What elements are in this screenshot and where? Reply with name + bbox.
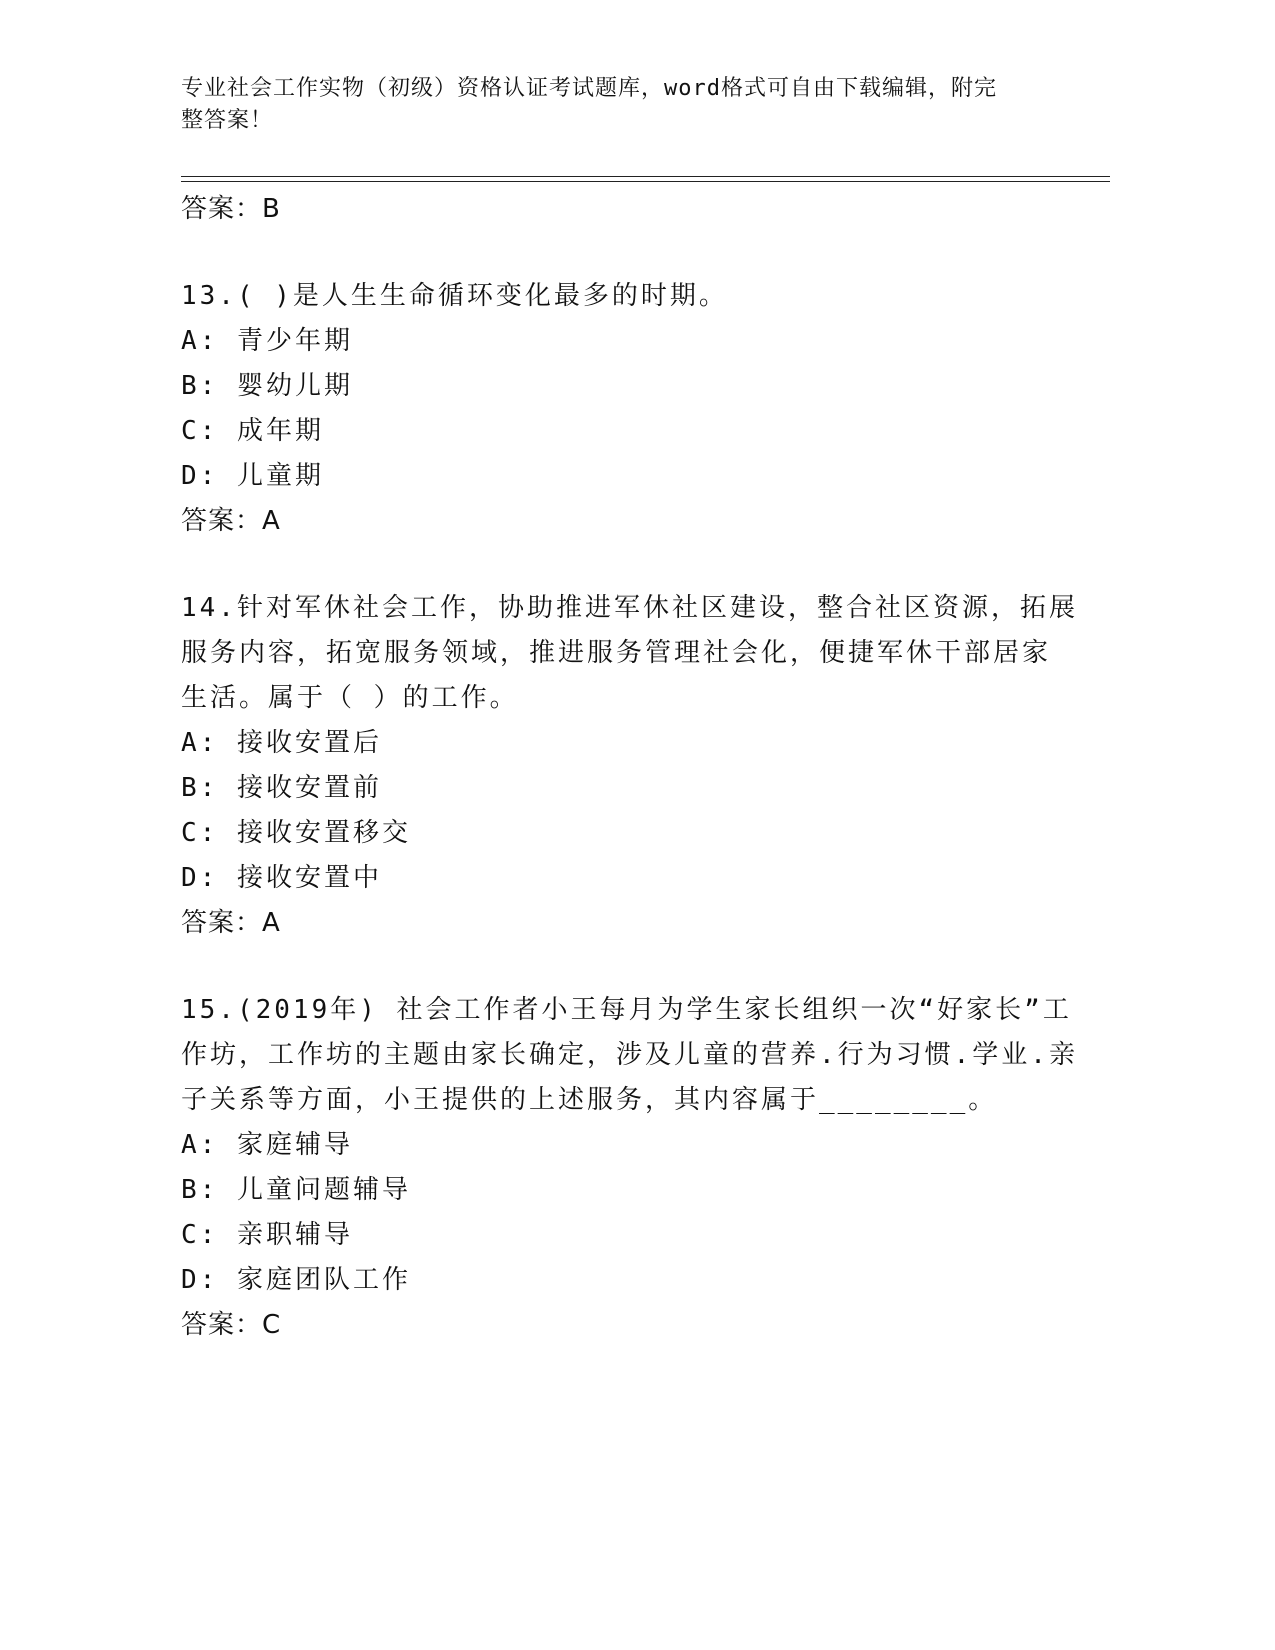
- header-rule-bottom: [181, 181, 1110, 182]
- option-a: A: 接收安置后: [181, 728, 382, 758]
- previous-answer: 答案：B: [181, 194, 281, 224]
- answer: 答案：A: [181, 908, 281, 938]
- option-b: B: 儿童问题辅导: [181, 1175, 411, 1205]
- header-line-1: 专业社会工作实物（初级）资格认证考试题库，word格式可自由下载编辑，附完: [181, 76, 997, 101]
- question-stem-line-1: 14.针对军休社会工作，协助推进军休社区建设，整合社区资源，拓展: [181, 593, 1078, 623]
- question-stem-line-2: 服务内容，拓宽服务领域，推进服务管理社会化，便捷军休干部居家: [181, 638, 1052, 668]
- question-stem: 13.( )是人生生命循环变化最多的时期。: [181, 281, 728, 311]
- option-d: D: 儿童期: [181, 461, 324, 491]
- question-14: [181, 586, 1081, 946]
- question-stem-line-3: 生活。属于（ ）的工作。: [181, 683, 519, 713]
- option-b: B: 婴幼儿期: [181, 371, 353, 401]
- answer: 答案：A: [181, 506, 281, 536]
- option-a: A: 家庭辅导: [181, 1130, 353, 1160]
- question-list: [181, 187, 1081, 1348]
- spacer: [181, 946, 1081, 988]
- spacer: [181, 232, 1081, 274]
- option-c: C: 成年期: [181, 416, 324, 446]
- header-rule-top: [181, 176, 1110, 177]
- option-d: D: 接收安置中: [181, 863, 382, 893]
- spacer: [181, 544, 1081, 586]
- option-c: C: 亲职辅导: [181, 1220, 353, 1250]
- option-a: A: 青少年期: [181, 326, 353, 356]
- question-stem-line-2: 作坊，工作坊的主题由家长确定，涉及儿童的营养.行为习惯.学业.亲: [181, 1040, 1078, 1070]
- question-stem-line-1: 15.(2019年) 社会工作者小王每月为学生家长组织一次“好家长”工: [181, 995, 1072, 1025]
- answer: 答案：C: [181, 1310, 282, 1340]
- question-13: [181, 274, 1081, 544]
- question-stem-line-3: 子关系等方面，小王提供的上述服务，其内容属于________。: [181, 1085, 998, 1115]
- option-d: D: 家庭团队工作: [181, 1265, 411, 1295]
- page-header: [181, 73, 1061, 137]
- option-b: B: 接收安置前: [181, 773, 382, 803]
- header-line-2: 整答案！: [181, 108, 274, 133]
- question-15: [181, 988, 1081, 1348]
- option-c: C: 接收安置移交: [181, 818, 411, 848]
